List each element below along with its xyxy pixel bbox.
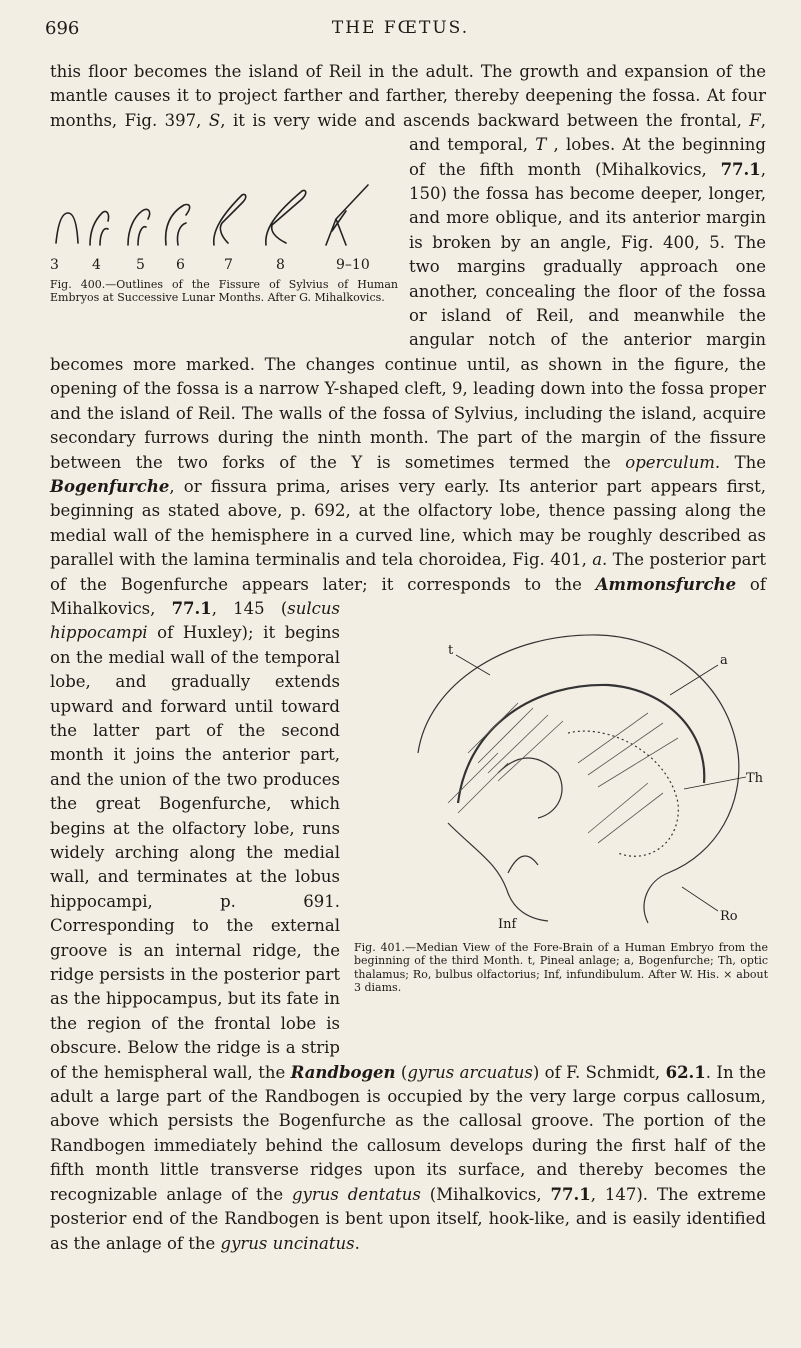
paragraph-1: this floor becomes the island of Reil in the adult. The growth and expansion of the mantle causes it to project farther and farther, thereby deepening the fossa. At four months, Fig. 397, S, it is very wide and ascends backward between the frontal, F, and temporal, T 3 4 5 6 7 8 9–10 Fig. 400.—Outlines of the Fissure of Sylvius of Human Embryos at Successive Lunar Months. After G. Mihalkovics. , lobes. At the beginning of the fifth month (Mihalkovics, 77.1, 150) the fossa has become deeper, longer, and more oblique, and its anterior margin is broken by an angle, Fig. 400, 5. The two margins gradually approach one another, concealing the floor of the fossa or island of Reil, and meanwhile the angular notch of the anterior margin becomes more marked. The changes continue until, as shown in the figure, the opening of the fossa is a narrow Y-shaped cleft, 9, leading down into the fossa proper and the island of Reil. The walls of the fossa of Sylvius, including the island, acquire secondary furrows during the ninth month. The part of the margin of the fissure between the two forks of the Y is sometimes termed the operculum. The Bogenfurche, or fissura prima, arises very early. Its anterior part appears first, beginning as stated above, p. 692, at the olfactory lobe, thence passing along the medial wall of the hemisphere in a curved line, which may be roughly described as parallel with the lamina terminalis and tela choroidea, Fig. 401, a. The posterior part of the Bogenfurche appears later; it corresponds to the t a Th Inf Ro Fig. 401.—Median View of the Fore-Brain of a Human Embryo from the beginning of the third Month. t, Pineal anlage; a, Bogenfurche; Th, optic thalamus; Ro, bulbus olfactorius; Inf, infundibulum. After W. His. × about 3 diams. Ammonsfurche of Mihalkovics, 77.1, 145 (sulcus hippocampi of Huxley); it begins on the medial wall of the temporal lobe, and gradually extends upward and forward until toward the latter part of the second month it joins the anterior part, and the union of the two produces the great Bogenfurche, which begins at the olfactory lobe, runs widely arching along the medial wall, and terminates at the lobus hippocampi, p. 691. Corresponding to the external groove is an internal ridge, the ridge persists in the posterior part as the hippocampus, but its fate in the region of the frontal lobe is obscure. Below the ridge is a strip of the hemispheral wall, the Randbogen (gyrus arcuatus) of F. Schmidt, 62.1. In the adult a large part of the Randbogen is occupied by the very large corpus callosum, above which persists the Bogenfurche as the callosal groove. The portion of the Randbogen immediately behind the callosum develops during the first half of the fifth month little transverse ridges upon its surface, and thereby becomes the recognizable anlage of the gyrus dentatus (Mihalkovics, 77.1, 147). The extreme posterior end of the Randbogen is bent upon itself, hook-like, and is easily identified as the anlage of the gyrus uncinatus. [50,60,766,1256]
stage-number: 7 [224,257,233,274]
label-th: Th [746,770,764,786]
inner-fold [498,758,562,818]
pointer-a [670,665,718,695]
outline-month-5 [128,210,150,246]
figure-400 [46,133,399,337]
stage-number: 8 [276,257,285,274]
outline-month-7 [214,195,246,246]
stage-number: 6 [176,257,185,274]
running-head [0,14,801,44]
hemisphere-outline [418,635,739,923]
stage-number: 3 [50,257,59,274]
stage-number: 9–10 [336,257,370,274]
label-t: t [448,642,454,658]
pointer-t [456,655,490,675]
shading-lines [448,703,678,843]
page-number: 696 [45,18,80,39]
stage-number: 4 [92,257,101,274]
lamina-terminalis [448,823,548,921]
outline-month-4 [90,212,109,246]
outline-month-3 [56,213,78,243]
label-ro: Ro [720,908,738,924]
stage-number: 5 [136,257,145,274]
figure-401 [348,603,788,1051]
outline-month-8 [266,191,306,246]
outline-month-6 [166,205,190,246]
sylvian-fissure-outlines [46,133,399,258]
figure-400-stage-numbers [50,253,390,275]
label-a: a [720,652,728,668]
figure-401-caption: Fig. 401.—Median View of the Fore-Brain of a Human Embryo from the beginning of the third Month. t, Pineal anlage; a, Bogenfurche; Th, optic thalamus; Ro, bulbus olfactorius; Inf, infundibulum. After W. His. × about 3 diams. [354,940,768,995]
figure-400-caption: Fig. 400.—Outlines of the Fissure of Sylvius of Human Embryos at Successive Lunar Months. After G. Mihalkovics. [50,278,398,305]
bogenfurche-groove [458,685,704,803]
infundibulum [508,856,538,873]
running-title: THE FŒTUS. [331,18,470,38]
outline-month-9-10 [326,185,368,245]
body-text [50,60,766,1256]
label-inf: Inf [498,916,517,932]
pointer-ro [682,887,718,911]
